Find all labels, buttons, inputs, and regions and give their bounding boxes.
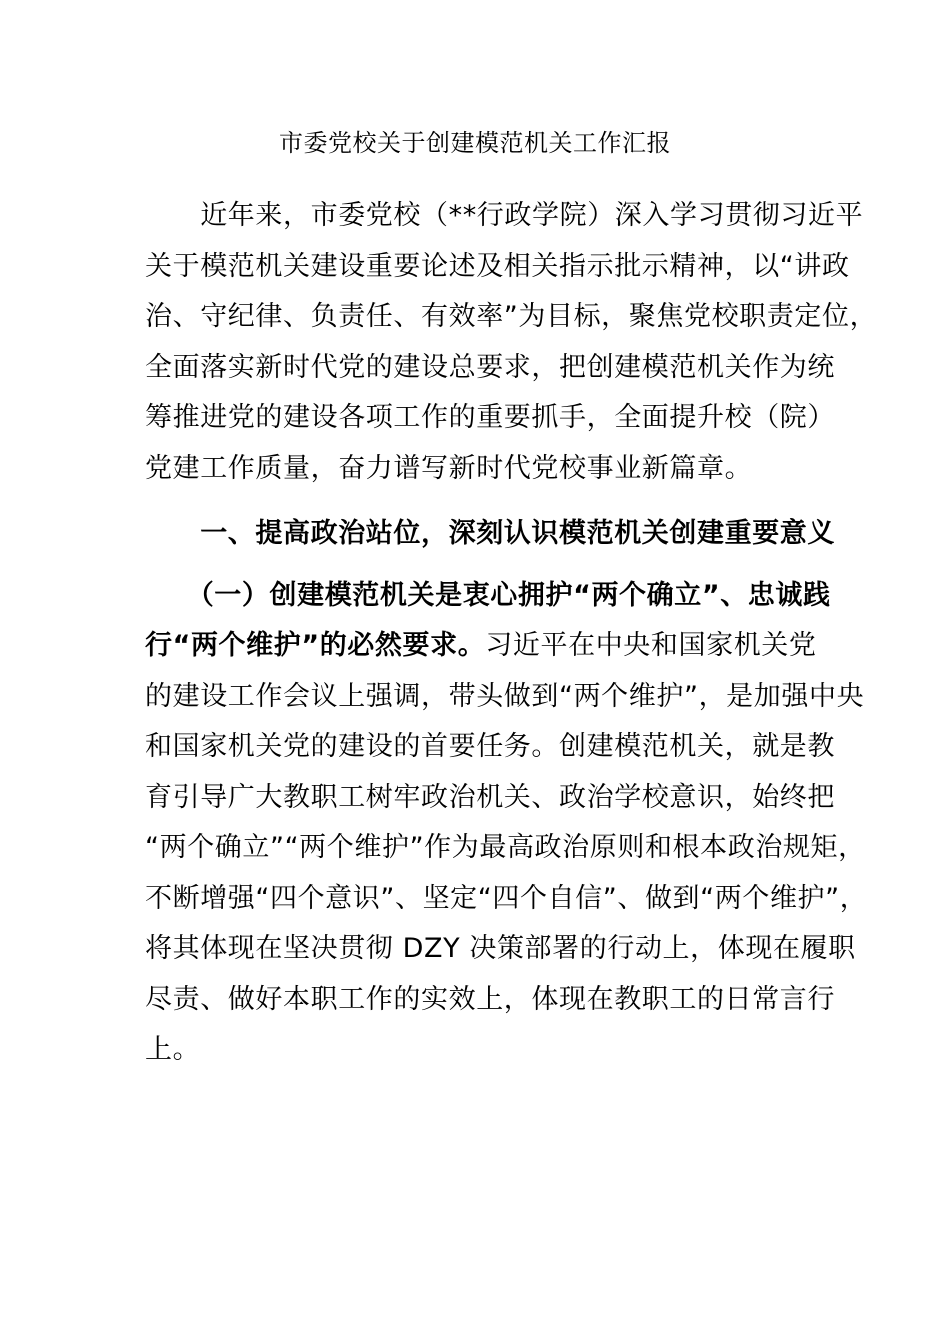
body-line: 育引导广大教职工树牢政治机关、政治学校意识，始终把: [145, 782, 835, 813]
section-1-heading: 一、提高政治站位，深刻认识模范机关创建重要意义: [145, 518, 835, 549]
intro-line-2: 关于模范机关建设重要论述及相关指示批示精神，以“讲政: [145, 251, 850, 282]
intro-line-5: 筹推进党的建设各项工作的重要抓手，全面提升校（院）: [145, 402, 835, 433]
subsection-1-line-2: [145, 628, 835, 664]
intro-line-1: 近年来，市委党校（**行政学院）深入学习贯彻习近平: [145, 200, 864, 231]
subsection-1-heading: （一）创建模范机关是衷心拥护“两个确立”、忠诚践: [145, 580, 831, 611]
body-line: 将其体现在坚决贯彻 DZY 决策部署的行动上，体现在履职: [145, 933, 856, 964]
body-line: 上。: [145, 1034, 201, 1065]
body-line: 不断增强“四个意识”、坚定“四个自信”、做到“两个维护”，: [145, 883, 868, 914]
subsection-1-text-start: 习近平在中央和国家机关党: [485, 630, 817, 661]
body-line: 尽责、做好本职工作的实效上，体现在教职工的日常言行: [145, 984, 835, 1015]
intro-line-4: 全面落实新时代党的建设总要求，把创建模范机关作为统: [145, 352, 835, 383]
document-title: 市委党校关于创建模范机关工作汇报: [279, 129, 671, 157]
intro-line-3: 治、守纪律、负责任、有效率”为目标，聚焦党校职责定位，: [145, 301, 878, 332]
body-line: 和国家机关党的建设的首要任务。创建模范机关，就是教: [145, 731, 835, 762]
intro-line-6: 党建工作质量，奋力谱写新时代党校事业新篇章。: [145, 453, 753, 484]
body-line: 的建设工作会议上强调，带头做到“两个维护”，是加强中央: [145, 681, 865, 712]
body-line: “两个确立”“两个维护”作为最高政治原则和根本政治规矩，: [145, 832, 866, 863]
subsection-1-heading-end: 行“两个维护”的必然要求。: [145, 630, 486, 661]
